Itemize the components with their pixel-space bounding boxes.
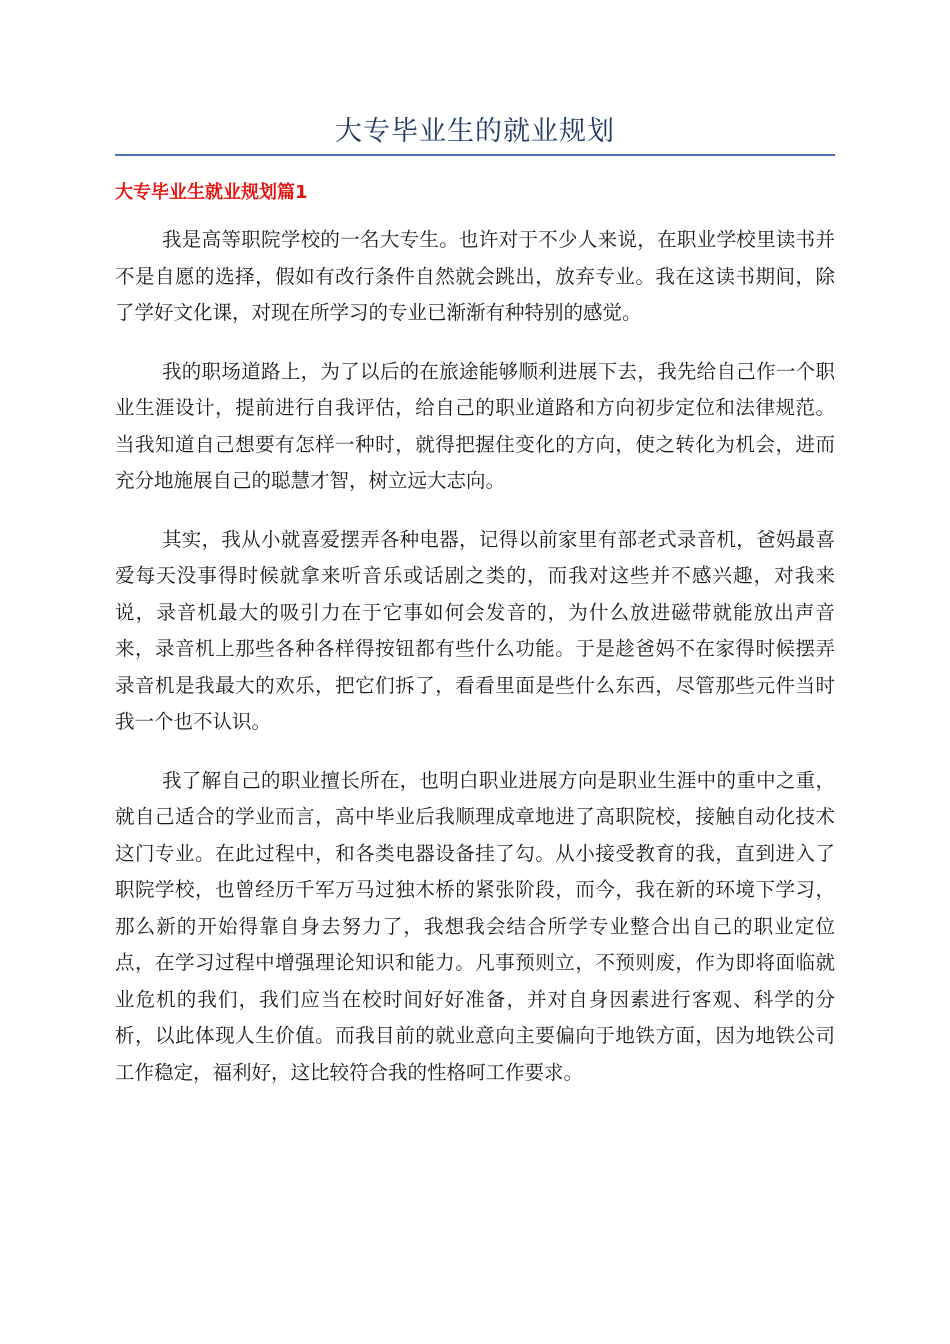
- body-paragraph: 我了解自己的职业擅长所在，也明白职业进展方向是职业生涯中的重中之重，就自己适合的学业而言，高中毕业后我顺理成章地进了高职院校，接触自动化技术这门专业。在此过程中，和各类电器设备挂了勾。从小接受教育的我，直到进入了职院学校，也曾经历千军万马过独木桥的紧张阶段，而今，我在新的环境下学习，那么新的开始得靠自身去努力了，我想我会结合所学专业整合出自己的职业定位点，在学习过程中增强理论知识和能力。凡事预则立，不预则废，作为即将面临就业危机的我们，我们应当在校时间好好准备，并对自身因素进行客观、科学的分析，以此体现人生价值。而我目前的就业意向主要偏向于地铁方面，因为地铁公司工作稳定，福利好，这比较符合我的性格呵工作要求。: [115, 768, 835, 1084]
- document-body: [115, 222, 835, 1113]
- body-paragraph: 我的职场道路上，为了以后的在旅途能够顺利进展下去，我先给自己作一个职业生涯设计，提前进行自我评估，给自己的职业道路和方向初步定位和法律规范。当我知道自己想要有怎样一种时，就得把握住变化的方向，使之转化为机会，进而充分地施展自己的聪慧才智，树立远大志向。: [115, 359, 835, 492]
- section-heading: 大专毕业生就业规划篇1: [115, 182, 308, 203]
- body-paragraph: 其实，我从小就喜爱摆弄各种电器，记得以前家里有部老式录音机，爸妈最喜爱每天没事得时候就拿来听音乐或话剧之类的，而我对这些并不感兴趣，对我来说，录音机最大的吸引力在于它事如何会发音的，为什么放进磁带就能放出声音来，录音机上那些各种各样得按钮都有些什么功能。于是趁爸妈不在家得时候摆弄录音机是我最大的欢乐，把它们拆了，看看里面是些什么东西，尽管那些元件当时我一个也不认识。: [115, 527, 835, 733]
- document-title: 大专毕业生的就业规划: [335, 116, 615, 147]
- body-paragraph: 我是高等职院学校的一名大专生。也许对于不少人来说，在职业学校里读书并不是自愿的选择，假如有改行条件自然就会跳出，放弃专业。我在这读书期间，除了学好文化课，对现在所学习的专业已渐渐有种特别的感觉。: [115, 228, 835, 324]
- title-underline-rule: [115, 154, 835, 156]
